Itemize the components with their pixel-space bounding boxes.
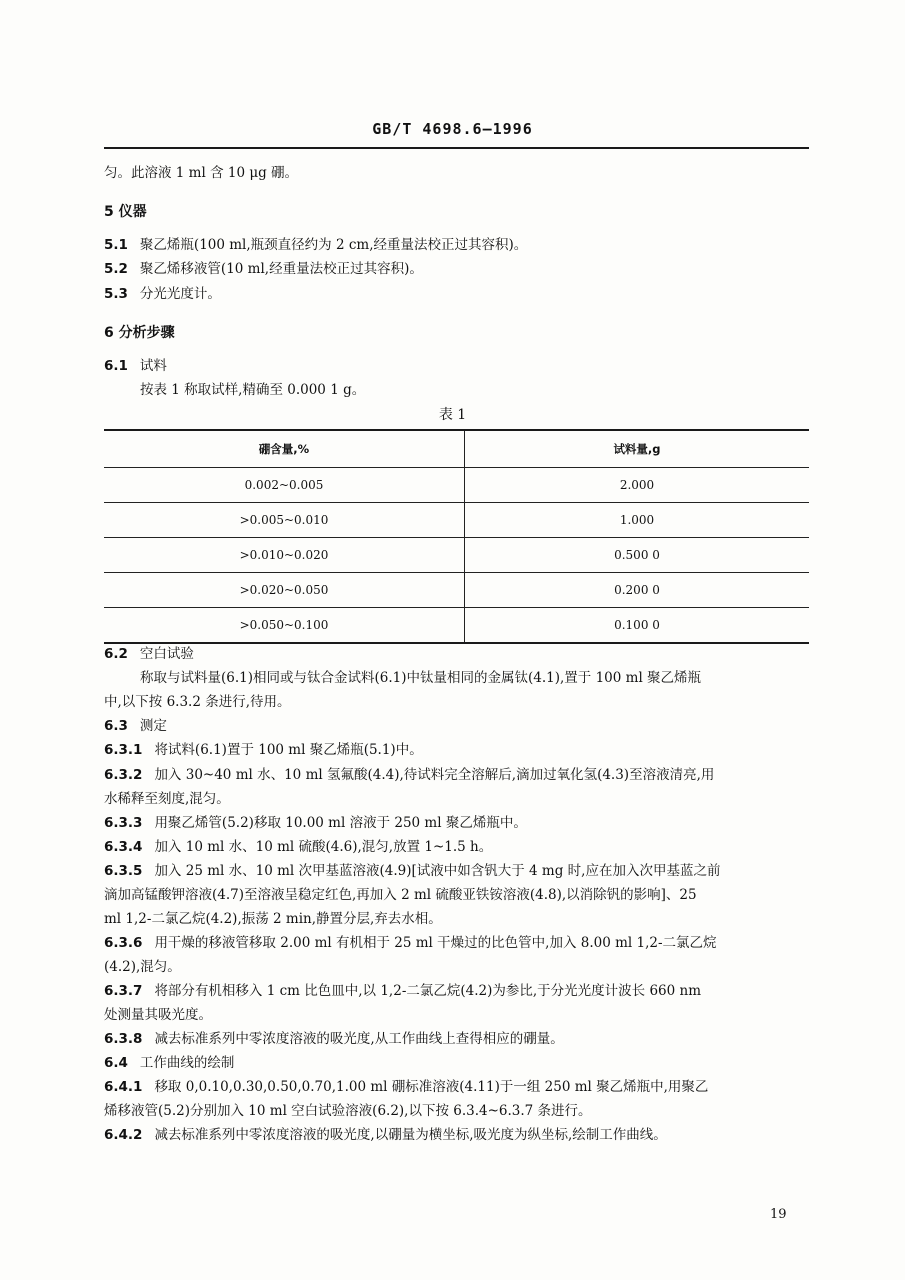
clause-number: 6.3.1 — [104, 742, 143, 758]
clause-number: 6.3.5 — [104, 863, 143, 879]
clause-number: 6.3.4 — [104, 839, 143, 855]
clause-6-3-4 — [104, 838, 492, 856]
clause-text: 将试料(6.1)置于 100 ml 聚乙烯瓶(5.1)中。 — [154, 742, 423, 758]
clause-text: 聚乙烯瓶(100 ml,瓶颈直径约为 2 cm,经重量法校正过其容积)。 — [139, 237, 528, 253]
clause-6-1-text: 按表 1 称取试样,精确至 0.000 1 g。 — [140, 382, 366, 398]
table-cell-mass: 0.200 0 — [465, 573, 810, 608]
clause-number: 6.3.8 — [104, 1031, 143, 1047]
clause-6-3-3 — [104, 814, 527, 832]
clause-number: 6.4.1 — [104, 1079, 143, 1095]
clause-title: 空白试验 — [139, 646, 194, 662]
clause-number: 6.3.2 — [104, 767, 143, 783]
clause-6-3-2-cont: 水稀释至刻度,混匀。 — [104, 791, 230, 807]
clause-6-3-6 — [104, 934, 717, 952]
clause-number: 5.1 — [104, 237, 128, 253]
clause-6-3-5-cont-1: 滴加高锰酸钾溶液(4.7)至溶液呈稳定红色,再加入 2 ml 硫酸亚铁铵溶液(4.8),以消除钒的影响]、25 — [104, 887, 697, 903]
clause-6-3-8 — [104, 1030, 564, 1048]
clause-text: 加入 30~40 ml 水、10 ml 氢氟酸(4.4),待试料完全溶解后,滴加过氧化氢(4.3)至溶液清亮,用 — [154, 767, 715, 783]
clause-title: 试料 — [139, 358, 167, 374]
table-caption: 表 1 — [438, 407, 467, 423]
clause-5-3 — [104, 285, 221, 303]
clause-6-4-2 — [104, 1126, 667, 1144]
clause-number: 6.3.3 — [104, 815, 143, 831]
clause-number: 6.2 — [104, 646, 128, 662]
column-header-sample-mass: 试料量,g — [465, 430, 810, 468]
boron-sample-table — [104, 429, 809, 644]
intro-line: 匀。此溶液 1 ml 含 10 μg 硼。 — [104, 165, 299, 181]
table-row — [104, 538, 809, 573]
clause-6-3-heading — [104, 717, 167, 735]
clause-6-3-7-cont: 处测量其吸光度。 — [104, 1007, 212, 1023]
clause-6-3-1 — [104, 741, 423, 759]
section-5-heading: 5 仪器 — [104, 204, 147, 220]
table-cell-mass: 2.000 — [465, 468, 810, 503]
clause-6-3-5-cont-2: ml 1,2-二氯乙烷(4.2),振荡 2 min,静置分层,弃去水相。 — [104, 911, 442, 927]
table-row — [104, 503, 809, 538]
clause-text: 将部分有机相移入 1 cm 比色皿中,以 1,2-二氯乙烷(4.2)为参比,于分光光度计波长 660 nm — [154, 983, 702, 999]
clause-6-4-1 — [104, 1078, 708, 1096]
clause-text: 用干燥的移液管移取 2.00 ml 有机相于 25 ml 干燥过的比色管中,加入 8.00 ml 1,2-二氯乙烷 — [154, 935, 717, 951]
clause-6-4-1-cont: 烯移液管(5.2)分别加入 10 ml 空白试验溶液(6.2),以下按 6.3.4~6.3.7 条进行。 — [104, 1103, 592, 1119]
clause-text: 减去标准系列中零浓度溶液的吸光度,从工作曲线上查得相应的硼量。 — [154, 1031, 564, 1047]
table-cell-range: >0.010~0.020 — [104, 538, 465, 573]
clause-5-2 — [104, 260, 423, 278]
clause-6-3-2 — [104, 766, 714, 784]
clause-text: 聚乙烯移液管(10 ml,经重量法校正过其容积)。 — [139, 261, 423, 277]
clause-6-3-5 — [104, 862, 720, 880]
clause-number: 5.2 — [104, 261, 128, 277]
header-rule — [104, 147, 809, 149]
clause-6-3-7 — [104, 982, 701, 1000]
clause-title: 工作曲线的绘制 — [139, 1055, 235, 1071]
table-cell-range: 0.002~0.005 — [104, 468, 465, 503]
clause-number: 6.3 — [104, 718, 128, 734]
table-cell-mass: 0.100 0 — [465, 608, 810, 644]
table-cell-range: >0.050~0.100 — [104, 608, 465, 644]
clause-text: 用聚乙烯管(5.2)移取 10.00 ml 溶液于 250 ml 聚乙烯瓶中。 — [154, 815, 527, 831]
table-row — [104, 573, 809, 608]
table-cell-mass: 1.000 — [465, 503, 810, 538]
clause-text: 加入 25 ml 水、10 ml 次甲基蓝溶液(4.9)[试液中如含钒大于 4 mg 时,应在加入次甲基蓝之前 — [154, 863, 721, 879]
clause-number: 6.4 — [104, 1055, 128, 1071]
table-row — [104, 468, 809, 503]
clause-number: 6.1 — [104, 358, 128, 374]
clause-number: 6.4.2 — [104, 1127, 143, 1143]
clause-6-2-heading — [104, 645, 194, 663]
clause-text: 移取 0,0.10,0.30,0.50,0.70,1.00 ml 硼标准溶液(4.11)于一组 250 ml 聚乙烯瓶中,用聚乙 — [154, 1079, 709, 1095]
clause-text: 减去标准系列中零浓度溶液的吸光度,以硼量为横坐标,吸光度为纵坐标,绘制工作曲线。 — [154, 1127, 667, 1143]
section-6-heading: 6 分析步骤 — [104, 325, 175, 341]
clause-6-2-text-1: 称取与试料量(6.1)相同或与钛合金试料(6.1)中钛量相同的金属钛(4.1),置于 100 ml 聚乙烯瓶 — [140, 670, 702, 686]
clause-6-3-6-cont: (4.2),混匀。 — [104, 959, 181, 975]
table-cell-range: >0.020~0.050 — [104, 573, 465, 608]
clause-number: 5.3 — [104, 286, 128, 302]
standard-code: GB/T 4698.6—1996 — [372, 120, 533, 138]
table-row — [104, 608, 809, 644]
page-number: 19 — [770, 1207, 787, 1222]
clause-6-4-heading — [104, 1054, 234, 1072]
clause-6-2-text-2: 中,以下按 6.3.2 条进行,待用。 — [104, 694, 291, 710]
clause-text: 加入 10 ml 水、10 ml 硫酸(4.6),混匀,放置 1~1.5 h。 — [154, 839, 493, 855]
clause-text: 分光光度计。 — [139, 286, 221, 302]
table-header-row — [104, 430, 809, 468]
table-cell-range: >0.005~0.010 — [104, 503, 465, 538]
clause-5-1 — [104, 236, 527, 254]
column-header-boron-content: 硼含量,% — [104, 430, 465, 468]
clause-number: 6.3.7 — [104, 983, 143, 999]
table-cell-mass: 0.500 0 — [465, 538, 810, 573]
clause-number: 6.3.6 — [104, 935, 143, 951]
clause-6-1-heading — [104, 357, 167, 375]
clause-title: 测定 — [139, 718, 167, 734]
